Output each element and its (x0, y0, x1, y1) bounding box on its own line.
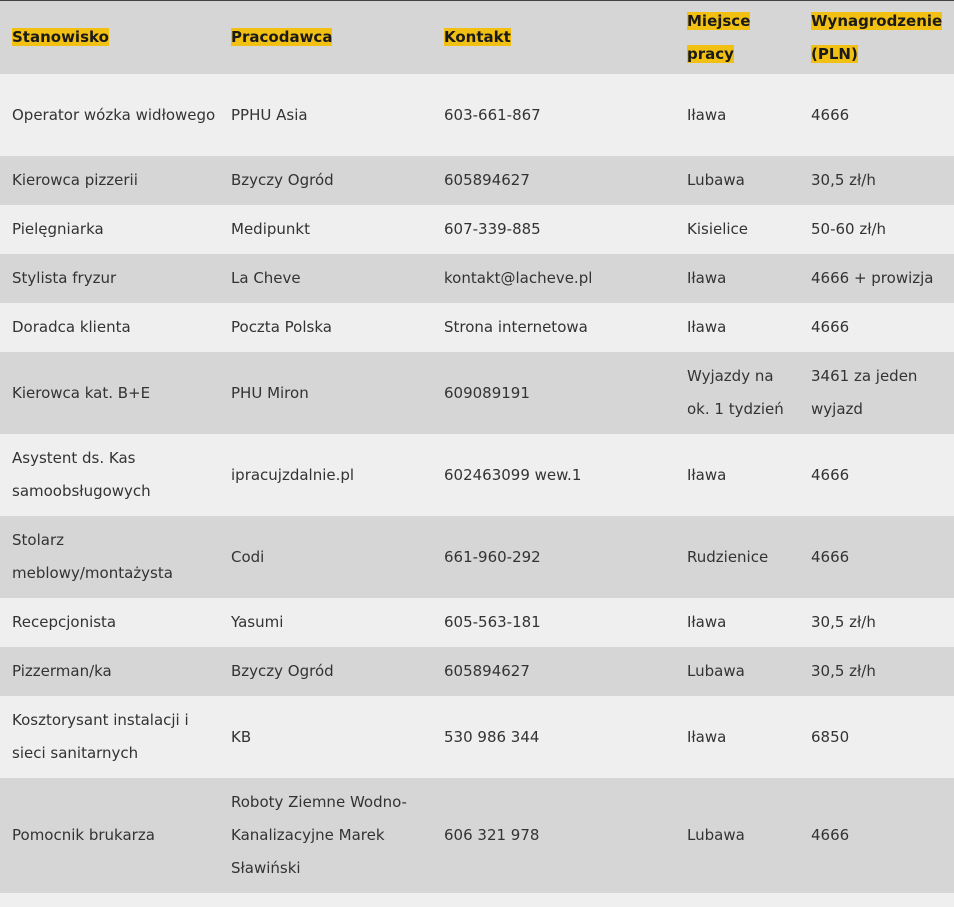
cell-position: Kosztorysant instalacji i sieci sanitarnych (12, 711, 189, 762)
cell-position: Kierowca kat. B+E (12, 383, 151, 402)
cell-employer: PHU Miron (231, 383, 309, 402)
cell-salary: 4666 (811, 826, 850, 844)
cell-contact: 605894627 (444, 171, 530, 189)
cell-place: Iława (687, 613, 727, 631)
cell-position: Recepcjonista (12, 613, 117, 631)
header-position: Stanowisko (12, 28, 109, 46)
cell-salary: 30,5 zł/h (811, 171, 876, 189)
cell-employer: Yasumi (231, 613, 284, 631)
table-row (0, 352, 954, 434)
cell-place: Lubawa (687, 662, 745, 680)
cell-place: Wyjazdy na ok. 1 tydzień (687, 367, 784, 418)
table-row (0, 696, 954, 778)
cell-position: Stylista fryzur (12, 269, 117, 287)
cell-place: Lubawa (687, 826, 745, 844)
cell-employer: ipracujzdalnie.pl (231, 465, 355, 484)
cell-contact[interactable]: kontakt@lacheve.pl (444, 269, 593, 287)
table-row (0, 647, 954, 696)
table-row (0, 254, 954, 303)
cell-place: Iława (687, 318, 727, 336)
cell-employer: Bzyczy Ogród (231, 662, 334, 680)
cell-salary: 6850 (811, 727, 850, 746)
cell-salary: 30,5 zł/h (811, 662, 876, 680)
cell-contact: 606 321 978 (444, 826, 540, 844)
cell-salary: 4666 (811, 105, 850, 124)
cell-employer: PPHU Asia (231, 105, 308, 124)
cell-position: Pielęgniarka (12, 220, 104, 238)
cell-place: Kisielice (687, 220, 749, 238)
job-listings-table (0, 1, 954, 893)
cell-salary: 4666 (811, 318, 850, 336)
cell-salary: 3461 za jeden wyjazd (811, 367, 918, 418)
cell-place: Iława (687, 465, 727, 484)
cell-contact: 603-661-867 (444, 105, 541, 124)
cell-salary: 4666 (811, 465, 850, 484)
cell-place: Iława (687, 269, 727, 287)
cell-position: Stolarz meblowy/montażysta (12, 531, 173, 582)
cell-contact: 607-339-885 (444, 220, 541, 238)
cell-position: Pomocnik brukarza (12, 826, 155, 844)
cell-contact: 530 986 344 (444, 727, 540, 746)
table-row (0, 598, 954, 647)
cell-position: Pizzerman/ka (12, 662, 112, 680)
cell-employer: La Cheve (231, 269, 301, 287)
cell-salary: 50-60 zł/h (811, 220, 887, 238)
cell-position: Kierowca pizzerii (12, 171, 138, 189)
cell-employer: Medipunkt (231, 220, 310, 238)
cell-salary: 4666 (811, 547, 850, 566)
cell-employer: Bzyczy Ogród (231, 171, 334, 189)
cell-position: Doradca klienta (12, 318, 131, 336)
table-row (0, 516, 954, 598)
cell-salary: 30,5 zł/h (811, 613, 876, 631)
table-row (0, 156, 954, 205)
table-row (0, 303, 954, 352)
cell-contact: 609089191 (444, 383, 530, 402)
cell-contact: 661-960-292 (444, 547, 541, 566)
cell-employer: KB (231, 727, 252, 746)
header-employer: Pracodawca (231, 28, 333, 46)
cell-employer: Codi (231, 547, 265, 566)
table-row (0, 434, 954, 516)
table-header-row (0, 1, 954, 74)
table-row (0, 74, 954, 156)
cell-place: Lubawa (687, 171, 745, 189)
cell-place: Iława (687, 727, 727, 746)
cell-place: Iława (687, 105, 727, 124)
cell-place: Rudzienice (687, 547, 769, 566)
header-contact: Kontakt (444, 28, 511, 46)
header-place: Miejsce pracy (687, 11, 751, 63)
header-salary: Wynagrodzenie (PLN) (811, 11, 943, 63)
cell-position: Operator wózka widłowego (12, 105, 216, 124)
cell-contact: Strona internetowa (444, 318, 588, 336)
cell-salary: 4666 + prowizja (811, 269, 934, 287)
cell-contact: 605-563-181 (444, 613, 541, 631)
table-row (0, 205, 954, 254)
cell-employer: Roboty Ziemne Wodno-Kanalizacyjne Marek Sławiński (231, 793, 407, 877)
table-row (0, 778, 954, 893)
cell-contact: 605894627 (444, 662, 530, 680)
cell-position: Asystent ds. Kas samoobsługowych (12, 449, 151, 500)
cell-employer: Poczta Polska (231, 318, 332, 336)
cell-contact: 602463099 wew.1 (444, 465, 582, 484)
